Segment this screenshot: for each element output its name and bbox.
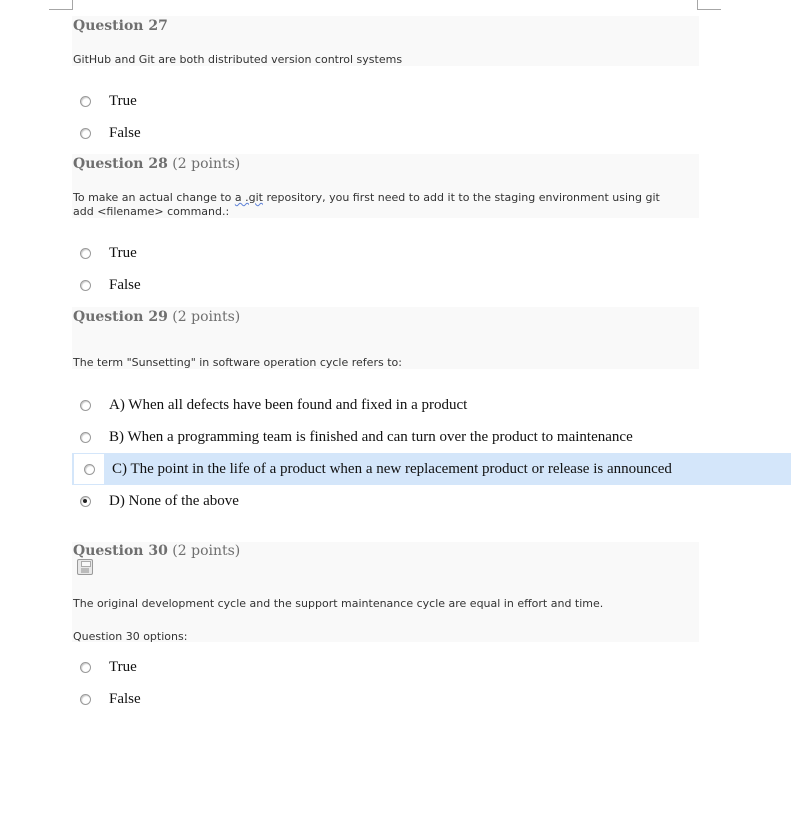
radio-button[interactable] (80, 400, 91, 411)
q29-option-a[interactable]: A) When all defects have been found and fixed in a product (72, 389, 467, 421)
radio-button[interactable] (80, 128, 91, 139)
question-27-header (72, 16, 699, 66)
q30-option-true[interactable]: True (72, 651, 137, 683)
save-icon[interactable] (77, 559, 93, 575)
q27-option-false[interactable]: False (72, 117, 141, 149)
radio-button[interactable] (80, 96, 91, 107)
question-28-header (72, 154, 699, 218)
q27-option-true[interactable]: True (72, 85, 137, 117)
question-30-title: Question 30 (2 points) (73, 543, 241, 559)
question-28-text: To make an actual change to a .git repository, you first need to add it to the staging environment using git add <filename> command.: (73, 191, 660, 218)
radio-button[interactable] (80, 694, 91, 705)
question-29-title: Question 29 (2 points) (73, 309, 241, 325)
question-30-header (72, 542, 699, 642)
question-29-text: The term "Sunsetting" in software operation cycle refers to: (73, 356, 402, 369)
question-29-header (72, 307, 699, 369)
q29-option-d[interactable]: D) None of the above (72, 485, 239, 517)
q28-option-true[interactable]: True (72, 237, 137, 269)
question-28-title: Question 28 (2 points) (73, 156, 241, 172)
radio-button[interactable] (80, 432, 91, 443)
q29-option-b[interactable]: B) When a programming team is finished and can turn over the product to maintenance (72, 421, 633, 453)
radio-button[interactable] (84, 464, 95, 475)
radio-button[interactable] (80, 280, 91, 291)
q28-option-false[interactable]: False (72, 269, 141, 301)
q30-option-false[interactable]: False (72, 683, 141, 715)
page-corner-mark-left (49, 0, 73, 10)
question-27-text: GitHub and Git are both distributed version control systems (73, 53, 403, 66)
question-30-options-caption: Question 30 options: (73, 630, 188, 643)
q29-option-c[interactable]: C) The point in the life of a product when a new replacement product or release is announced (72, 453, 791, 485)
radio-button[interactable] (80, 662, 91, 673)
radio-button-selected[interactable] (80, 496, 91, 507)
question-30-text: The original development cycle and the support maintenance cycle are equal in effort and time. (73, 597, 604, 610)
spellcheck-flag: a .git (234, 191, 263, 204)
question-27-title: Question 27 (73, 18, 168, 34)
radio-button[interactable] (80, 248, 91, 259)
page-corner-mark-right (697, 0, 721, 10)
